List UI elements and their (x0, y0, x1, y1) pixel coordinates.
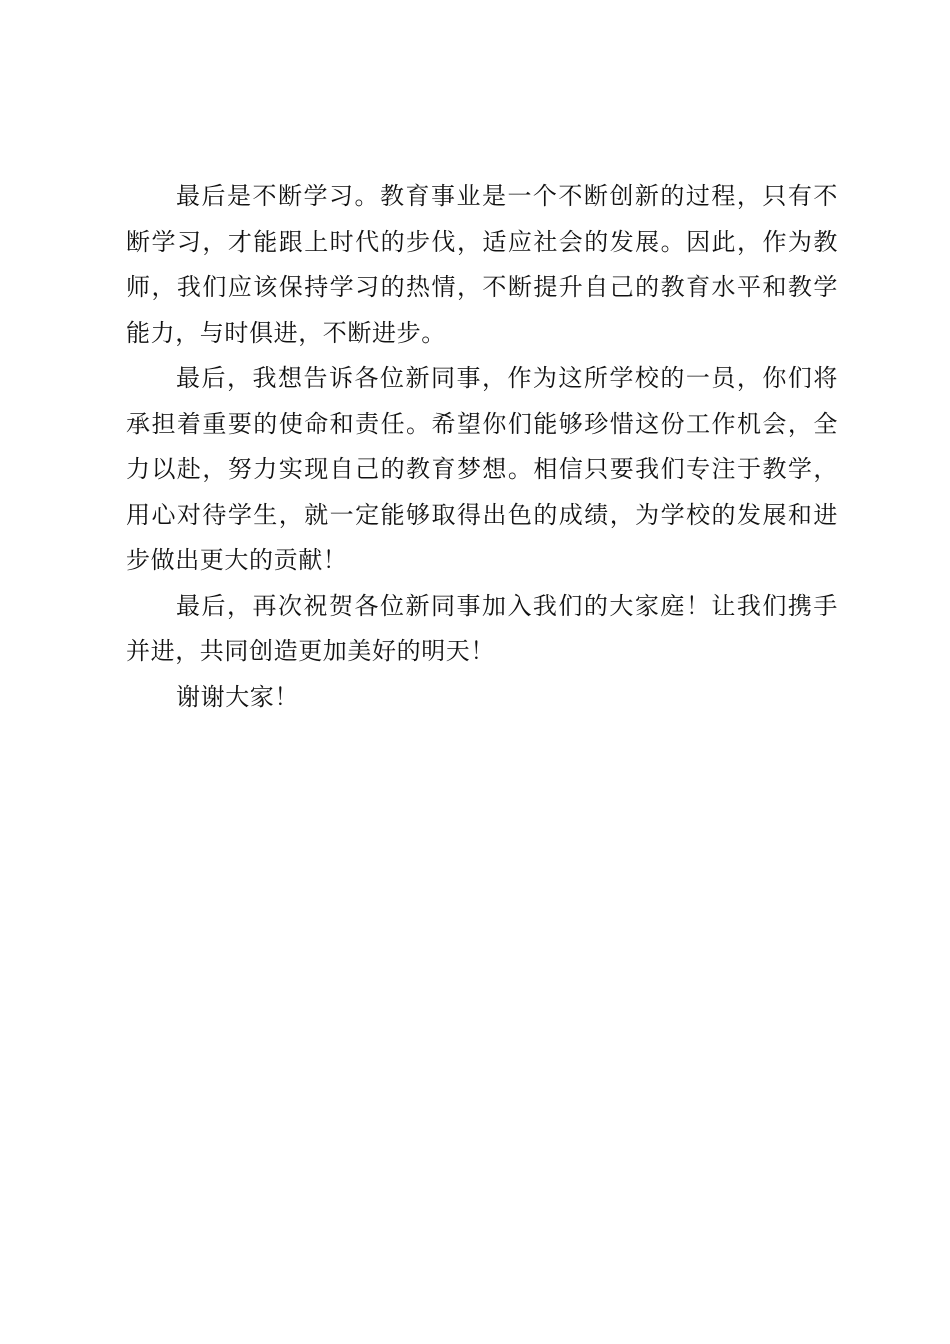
paragraph-message-to-colleagues: 最后，我想告诉各位新同事，作为这所学校的一员，你们将承担着重要的使命和责任。希望你们能够珍惜这份工作机会，全力以赴，努力实现自己的教育梦想。相信只要我们专注于教学，用心对待学生，就一定能够取得出色的成绩，为学校的发展和进步做出更大的贡献！ (126, 364, 838, 574)
paragraph-thanks: 谢谢大家！ (176, 682, 299, 711)
paragraph-continuous-learning: 最后是不断学习。教育事业是一个不断创新的过程，只有不断学习，才能跟上时代的步伐，适应社会的发展。因此，作为教师，我们应该保持学习的热情，不断提升自己的教育水平和教学能力，与时俱进，不断进步。 (126, 182, 838, 347)
document-body (126, 174, 838, 720)
paragraph-congratulations: 最后，再次祝贺各位新同事加入我们的大家庭！让我们携手并进，共同创造更加美好的明天！ (126, 591, 838, 665)
